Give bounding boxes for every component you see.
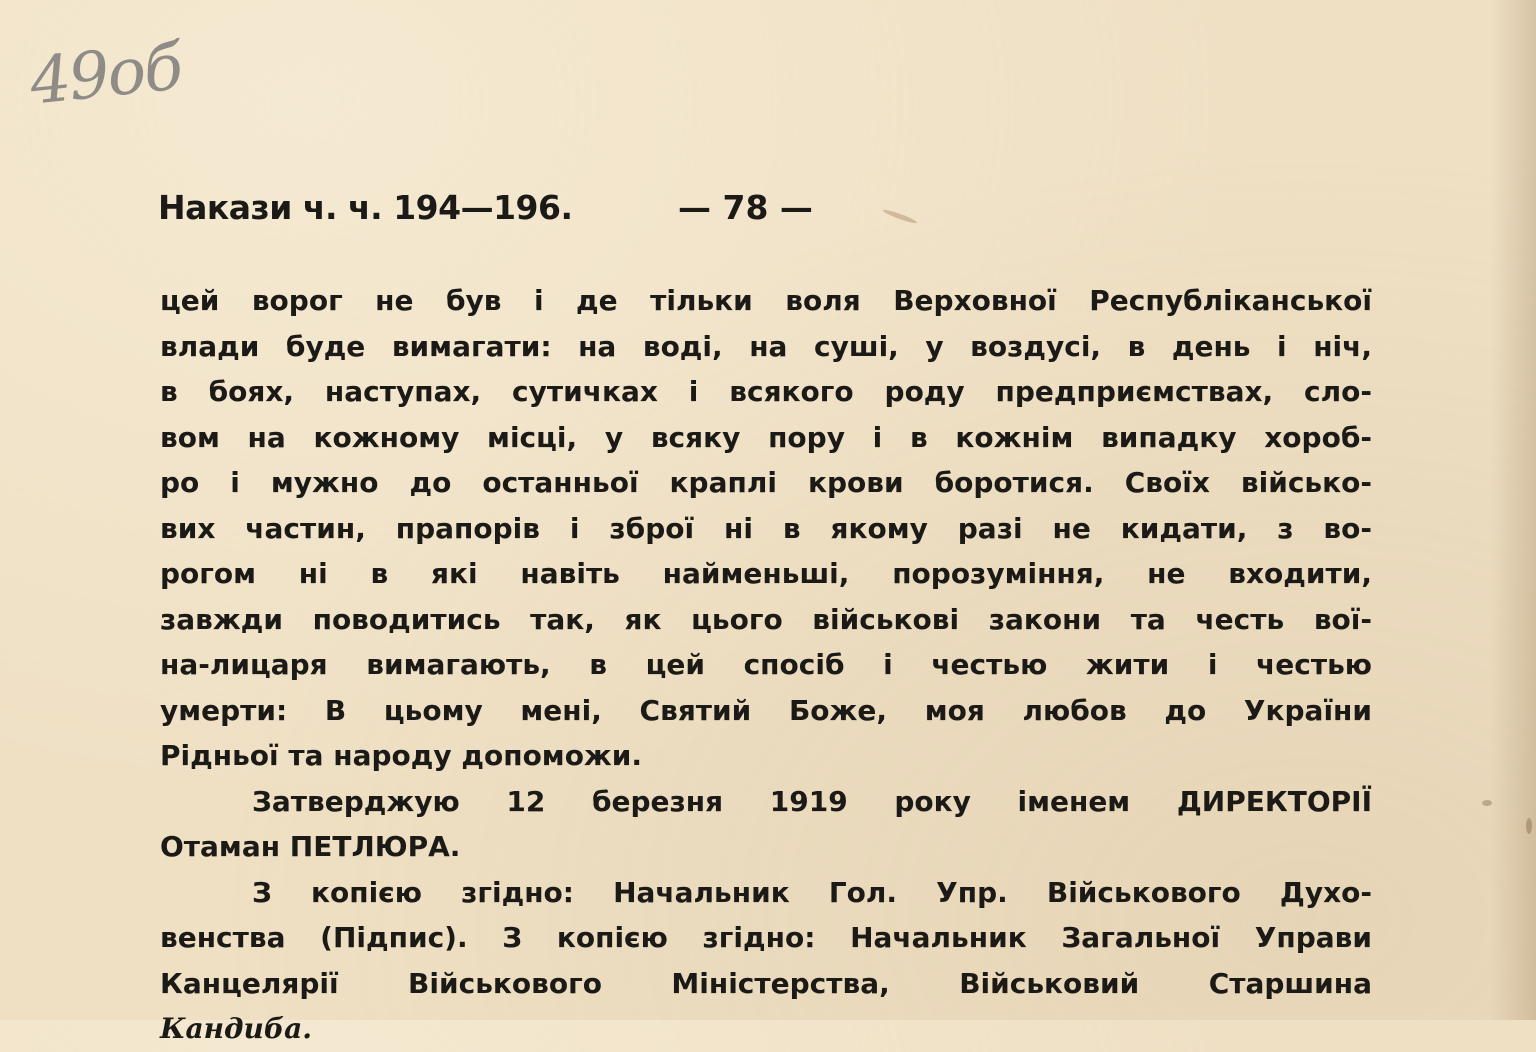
text-line: умерти: В цьому мені, Святий Боже, моя любов до України bbox=[160, 693, 1372, 727]
text-line: Рідньої та народу допоможи. bbox=[160, 739, 643, 772]
page-number: — 78 — bbox=[678, 188, 813, 227]
text-line: вом на кожному місці, у всяку пору і в кожнім випадку хороб- bbox=[160, 420, 1372, 454]
copy-line: Канцелярії Військового Міністерства, Військовий Старшина bbox=[160, 966, 1372, 1000]
running-head: Накази ч. ч. 194—196. bbox=[158, 188, 573, 227]
ink-smudge bbox=[1482, 800, 1492, 806]
text-line: на-лицаря вимагають, в цей спосіб і честью жити і честью bbox=[160, 648, 1372, 681]
text-line: завжди поводитись так, як цього військові закони та честь вої- bbox=[160, 602, 1372, 636]
text-line: вих частин, прапорів і зброї ні в якому разі не кидати, з во- bbox=[160, 511, 1372, 545]
ink-smudge bbox=[1526, 818, 1532, 834]
body-text bbox=[160, 278, 1372, 1052]
approval-line: Отаман ПЕТЛЮРА. bbox=[160, 830, 461, 863]
archive-folio-mark: 49об bbox=[26, 30, 185, 120]
ink-smudge bbox=[882, 208, 918, 225]
text-line: рогом ні в які навіть найменьші, порозуміння, не входити, bbox=[160, 557, 1372, 590]
text-line: цей ворог не був і де тільки воля Верховної Республіканської bbox=[160, 284, 1372, 317]
text-line: в боях, наступах, сутичках і всякого роду предприємствах, сло- bbox=[160, 375, 1372, 408]
signature: Кандиба. bbox=[160, 1012, 312, 1045]
copy-line: венства (Підпис). З копією згідно: Начальник Загальної Управи bbox=[160, 921, 1372, 954]
text-line: влади буде вимагати: на воді, на суші, у воздусі, в день і ніч, bbox=[160, 329, 1372, 363]
text-line: ро і мужно до останньої краплі крови боротися. Своїх військо- bbox=[160, 466, 1372, 499]
copy-line: З копією згідно: Начальник Гол. Упр. Військового Духо- bbox=[252, 875, 1372, 909]
approval-line: Затверджую 12 березня 1919 року іменем ДИРЕКТОРІЇ bbox=[252, 784, 1372, 818]
page-edge-shadow bbox=[1490, 0, 1536, 1020]
